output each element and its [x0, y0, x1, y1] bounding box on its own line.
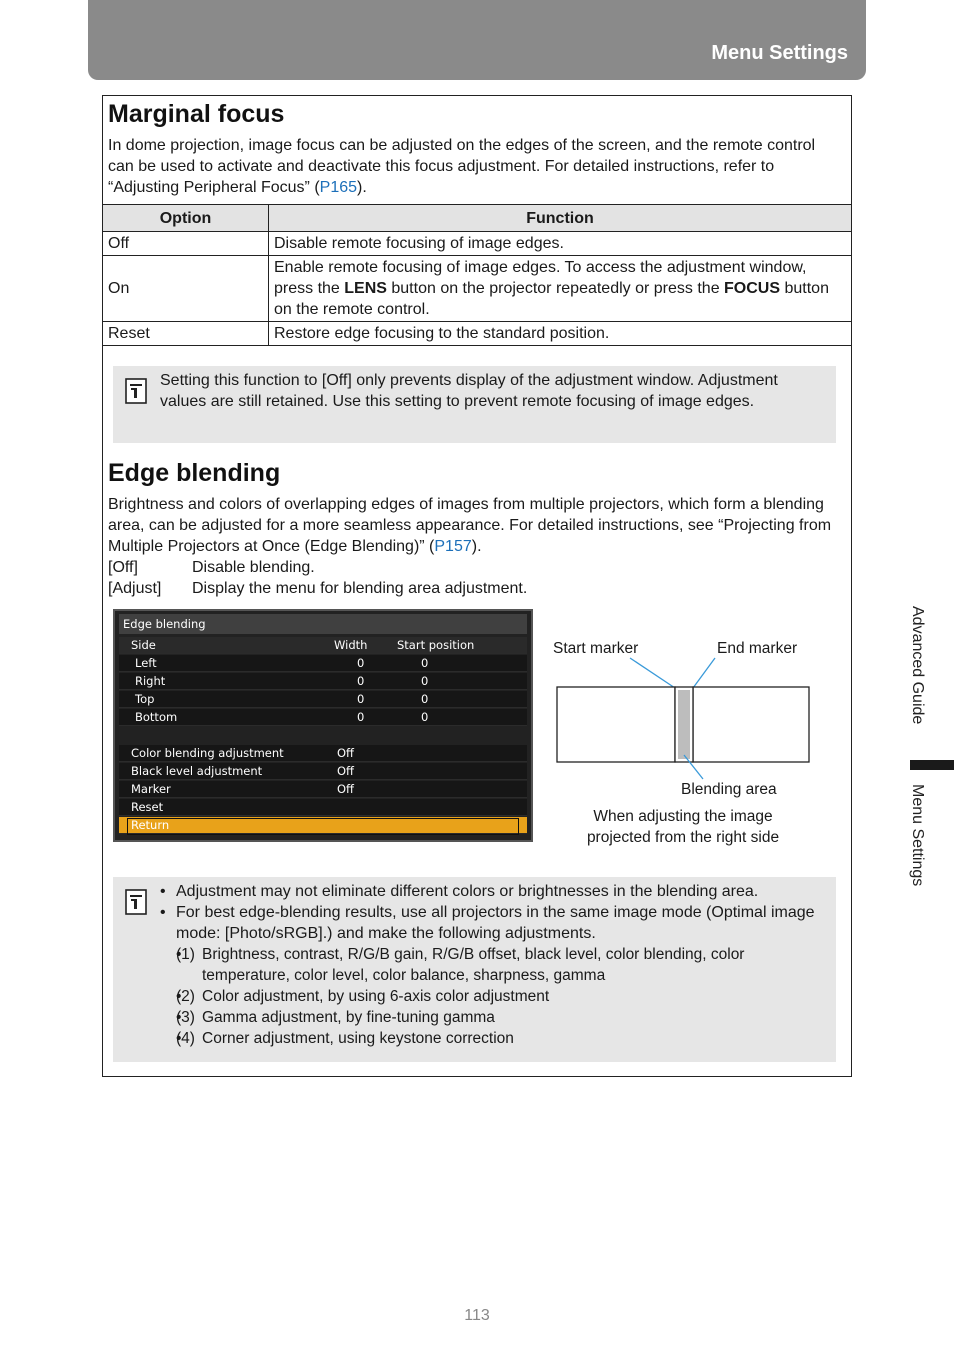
intro-text: Brightness and colors of overlapping edges of images from multiple projectors, which form a blending area, can be adjusted for a more seamless appearance. For detailed instructions, see “Projecting from Multiple Projectors at Once (Edge Blending)” (: [108, 496, 832, 555]
osd-row-top: [119, 691, 527, 708]
edge-blending-intro: [108, 494, 846, 557]
osd-row-width: 0: [357, 656, 365, 670]
memo-icon: [125, 378, 147, 404]
note-content: [160, 881, 830, 1049]
osd-col-side: Side: [131, 638, 156, 652]
osd-setting-value: Off: [337, 764, 354, 778]
osd-setting-label: Return: [131, 818, 170, 832]
function-cell: Restore edge focusing to the standard position.: [269, 322, 852, 346]
option-cell: On: [103, 256, 269, 322]
option-cell: Off: [103, 232, 269, 256]
page-link-p157[interactable]: P157: [434, 538, 472, 555]
list-item: [176, 986, 830, 1007]
start-marker-label: Start marker: [553, 640, 639, 657]
note-bullets: [160, 881, 830, 1049]
osd-row-width: 0: [357, 692, 365, 706]
osd-setting-label: Marker: [131, 782, 171, 796]
osd-setting-color-blending: [119, 745, 527, 762]
blending-diagram: [543, 655, 823, 785]
table-row: [103, 232, 852, 256]
option-desc: Display the menu for blending area adjustment.: [192, 580, 528, 597]
step-number: • (2): [176, 988, 195, 1005]
edge-blending-menu-screenshot: [113, 609, 533, 842]
list-item: [176, 1007, 830, 1028]
step-text: Corner adjustment, using keystone correction: [202, 1030, 514, 1047]
osd-setting-value: Off: [337, 782, 354, 796]
intro-text: In dome projection, image focus can be adjusted on the edges of the screen, and the remote control can be used to activate and deactivate this focus adjustment. For detailed instructions, refer to “Adjusting Peripheral Focus” (: [108, 137, 816, 196]
osd-column-headers: [119, 637, 527, 654]
step-number: • (3): [176, 1009, 195, 1026]
osd-row-start: 0: [421, 656, 429, 670]
table-row: [103, 322, 852, 346]
osd-row-bottom: [119, 709, 527, 726]
step-number: • (4): [176, 1030, 195, 1047]
marginal-focus-section: [102, 95, 852, 456]
adjustment-steps: [176, 944, 830, 1049]
page-number: 113: [464, 1307, 490, 1324]
osd-row-label: Bottom: [135, 710, 178, 724]
marginal-focus-intro: [108, 135, 843, 198]
list-item: [176, 944, 830, 986]
osd-setting-reset: [119, 799, 527, 816]
edge-blending-section: [102, 455, 852, 1077]
focus-button-label: FOCUS: [724, 280, 781, 297]
osd-row-label: Left: [135, 656, 157, 670]
list-item-text: For best edge-blending results, use all projectors in the same image mode (Optimal image mode: [Photo/sRGB].) and make the following adjustments.: [176, 904, 815, 942]
osd-setting-black-level: [119, 763, 527, 780]
osd-setting-marker: [119, 781, 527, 798]
memo-icon: [125, 889, 147, 915]
header-option: Option: [103, 205, 269, 232]
intro-suffix: ).: [357, 179, 367, 196]
diagram-caption-line2: projected from the right side: [586, 829, 780, 846]
function-text: button on the projector repeatedly or press the: [386, 280, 725, 297]
osd-row-start: 0: [421, 692, 429, 706]
option-desc: Disable blending.: [192, 559, 315, 576]
osd-setting-label: Black level adjustment: [131, 764, 263, 778]
osd-row-label: Right: [135, 674, 166, 688]
marginal-focus-title: Marginal focus: [108, 100, 285, 128]
side-tab-menu-settings[interactable]: Menu Settings: [909, 784, 926, 887]
step-text: Gamma adjustment, by fine-tuning gamma: [202, 1009, 495, 1026]
step-text: Color adjustment, by using 6-axis color adjustment: [202, 988, 550, 1005]
table-row: [103, 256, 852, 322]
option-adjust-row: [108, 580, 527, 598]
header-title: Menu Settings: [711, 42, 848, 64]
table-header-row: [103, 205, 852, 232]
side-tab-marker: [910, 760, 954, 770]
osd-row-label: Top: [135, 692, 155, 706]
osd-row-left: [119, 655, 527, 672]
osd-col-width: Width: [334, 638, 368, 652]
lens-button-label: LENS: [344, 280, 387, 297]
blending-area-label: Blending area: [681, 781, 777, 798]
function-text: button on the remote control.: [274, 280, 829, 318]
osd-setting-label: Color blending adjustment: [131, 746, 284, 760]
list-item: [160, 902, 830, 1049]
osd-title: Edge blending: [119, 614, 527, 634]
function-cell: Disable remote focusing of image edges.: [269, 232, 852, 256]
osd-row-start: 0: [421, 674, 429, 688]
option-key: [Adjust]: [108, 580, 162, 597]
intro-suffix: ).: [471, 538, 482, 555]
step-number: • (1): [176, 946, 195, 963]
header-function: Function: [269, 205, 852, 232]
osd-setting-return: [119, 817, 527, 834]
diagram-caption-line1: When adjusting the image: [593, 808, 773, 825]
osd-row-right: [119, 673, 527, 690]
osd-row-width: 0: [357, 710, 365, 724]
end-marker-label: End marker: [717, 640, 798, 657]
note-box: [113, 366, 836, 443]
note-box: [113, 877, 836, 1062]
function-text: Enable remote focusing of image edges. To access the adjustment window, press the: [274, 259, 807, 297]
page-link-p165[interactable]: P165: [319, 179, 358, 196]
osd-setting-label: Reset: [131, 800, 164, 814]
step-text: Brightness, contrast, R/G/B gain, R/G/B offset, black level, color blending, color temperature, color level, color balance, sharpness, gamma: [202, 946, 745, 984]
option-key: [Off]: [108, 559, 138, 576]
osd-setting-value: Off: [337, 746, 354, 760]
list-item: [176, 1028, 830, 1049]
function-cell: [269, 256, 852, 322]
page-header: [88, 0, 866, 80]
osd-row-start: 0: [421, 710, 429, 724]
list-item: • Adjustment may not eliminate different colors or brightnesses in the blending area.: [160, 881, 830, 902]
edge-blending-title: Edge blending: [108, 459, 281, 487]
note-text: Setting this function to [Off] only prevents display of the adjustment window. Adjustment values are still retained. Use this setting to prevent remote focusing of image edges.: [160, 372, 778, 410]
options-table: [102, 204, 852, 346]
side-tab-advanced-guide[interactable]: Advanced Guide: [909, 606, 926, 725]
option-cell: Reset: [103, 322, 269, 346]
osd-col-start: Start position: [397, 638, 475, 652]
osd-row-width: 0: [357, 674, 365, 688]
option-off-row: [108, 559, 315, 577]
